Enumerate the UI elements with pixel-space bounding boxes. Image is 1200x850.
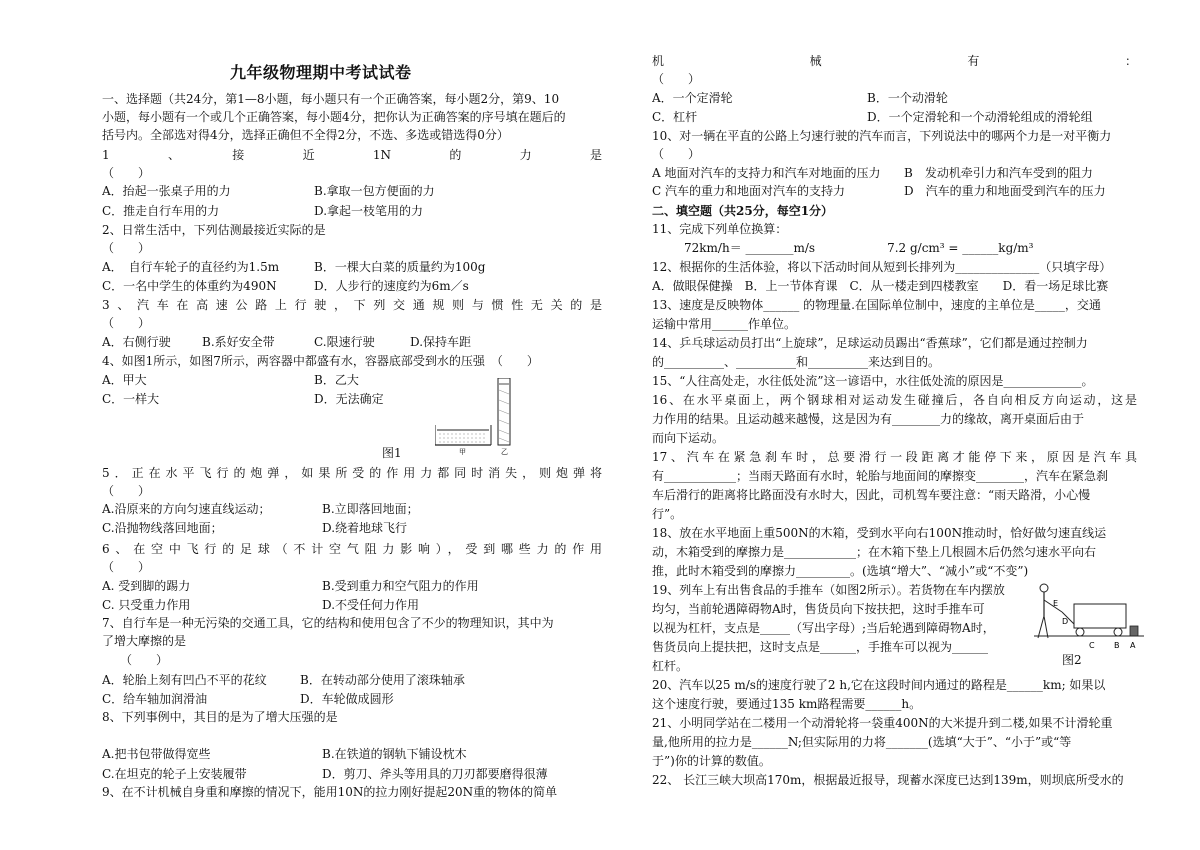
question-2-answer-paren: （ ） — [102, 241, 151, 255]
question-1-stem: 1 、 接 近 1N 的 力 是 — [102, 148, 602, 162]
question-9-options — [652, 108, 1137, 126]
question-7-answer-paren: （ ） — [120, 653, 169, 667]
figure-2-label: D — [1062, 617, 1069, 626]
option-b: B．乙大 — [314, 373, 359, 387]
question-8-options — [102, 745, 602, 763]
figure-1-caption: 图1 — [382, 446, 402, 460]
option-d: D.拿起一枝笔用的力 — [314, 204, 424, 218]
option-b: B.立即落回地面； — [322, 502, 419, 516]
section-fill-heading: 二、填空题（共25分，每空1分） — [652, 204, 834, 218]
question-18-stem: 18、放在水平地面上重500N的木箱，受到水平向右100N推动时，恰好做匀速直线运 — [652, 526, 1107, 540]
option-d: D.绕着地球飞行 — [322, 521, 408, 535]
question-2-options — [102, 277, 602, 295]
option-b: B.受到重力和空气阻力的作用 — [322, 579, 479, 593]
option-c: C. 只受重力作用 — [102, 598, 191, 612]
option-c: C．推走自行车用的力 — [102, 204, 220, 218]
option-a: A．右侧行驶 — [102, 335, 171, 349]
option-b: B．在转动部分使用了滚珠轴承 — [300, 673, 465, 687]
figure-1-containers — [435, 378, 525, 468]
figure-1-label-b: 乙 — [501, 448, 508, 456]
question-10-stem: 10、对一辆在平直的公路上匀速行驶的汽车而言，下列说法中的哪两个力是一对平衡力 — [652, 129, 1112, 143]
question-20-stem: 这个速度行驶，要通过135 km路程需要______h。 — [652, 697, 922, 711]
question-7-options — [102, 671, 602, 689]
option-c: C．给车轴加润滑油 — [102, 692, 208, 706]
question-19-stem: 杠杆。 — [652, 659, 689, 673]
question-5-stem: 5．正在水平飞行的炮弹，如果所受的作用力都同时消失，则炮弹将 — [102, 466, 602, 480]
option-b: B．一棵大白菜的质量约为100g — [314, 260, 486, 274]
question-19-stem: 均匀，当前轮遇障碍物A时，售货员向下按扶把，这时手推车可 — [652, 602, 985, 616]
option-d: D．人步行的速度约为6m／s — [314, 279, 469, 293]
option-d: D.不受任何力作用 — [322, 598, 420, 612]
question-7-options — [102, 690, 602, 708]
question-12-stem: 12、根据你的生活体验，将以下活动时间从短到长排列为______________（只填字母） — [652, 260, 1112, 274]
question-2-stem: 2、日常生活中，下列估测最接近实际的是 — [102, 223, 326, 237]
option-d: D．车轮做成圆形 — [300, 692, 394, 706]
option-d: D．剪刀、斧头等用具的刀刃都要磨得很薄 — [322, 767, 548, 781]
option-a: A.把书包带做得宽些 — [102, 747, 211, 761]
question-4-stem: 4、如图1所示，如图7所示，两容器中都盛有水，容器底部受到水的压强 （ ） — [102, 354, 539, 368]
section-choice-instructions: 小题，每小题有一个或几个正确答案，每小题4分，把你认为正确答案的序号填在题后的 — [102, 110, 566, 124]
question-6-options — [102, 596, 602, 614]
figure-2-label: E — [1053, 599, 1059, 608]
option-c: C．一样大 — [102, 392, 160, 406]
question-18-stem: 动，木箱受到的摩擦力是____________；在木箱下垫上几根圆木后仍然匀速水平向右 — [652, 545, 1097, 559]
question-17-stem: 行”。 — [652, 507, 683, 521]
section-choice-instructions: 括号内。全部选对得4分，选择正确但不全得2分，不选、多选或错选得0分） — [102, 128, 509, 142]
option-a: A. 受到脚的踢力 — [102, 579, 191, 593]
question-4-options — [102, 390, 602, 408]
option-a: A． 自行车轮子的直径约为1.5m — [102, 260, 280, 274]
question-17-stem: 车后滑行的距离将比路面没有水时大，因此，司机驾车要注意：“雨天路滑，小心慢 — [652, 488, 1091, 502]
option-d: D．无法确定 — [314, 392, 384, 406]
question-19-stem: 售货员向上提扶把，这时支点是______，手推车可以视为______ — [652, 640, 989, 654]
question-13-stem: 13、速度是反映物体______ 的物理量.在国际单位制中，速度的主单位是_____，交通 — [652, 298, 1101, 312]
question-21-stem: 于”)你的计算的数值。 — [652, 754, 771, 768]
option-c: C 汽车的重力和地面对汽车的支持力 — [652, 184, 845, 198]
question-9-stem: 机 械 有 ： — [652, 54, 1137, 68]
question-9-options — [652, 89, 1137, 107]
question-1-options — [102, 202, 602, 220]
question-21-stem: 量,他所用的拉力是______N;但实际用的力将_______(选填“大于”、“小于”或“等 — [652, 735, 1072, 749]
figure-2-trolley — [1034, 582, 1144, 652]
question-1-options — [102, 182, 602, 200]
question-20-stem: 20、汽车以25 m/s的速度行驶了2 h,它在这段时间内通过的路程是______km; 如果以 — [652, 678, 1106, 692]
question-10-options — [652, 182, 1137, 200]
question-17-stem: 有____________；当雨天路面有水时，轮胎与地面间的摩擦变________，汽车在紧急刹 — [652, 469, 1109, 483]
question-9-answer-paren: （ ） — [652, 72, 701, 86]
question-18-stem: 推，此时木箱受到的摩擦力_________。(选填“增大”、“减小”或“不变”) — [652, 564, 1029, 578]
figure-2-caption: 图2 — [1062, 653, 1082, 667]
figure-2-label: A — [1130, 641, 1136, 650]
question-6-stem: 6、在空中飞行的足球（不计空气阻力影响），受到哪些力的作用 — [102, 542, 602, 556]
question-11-stem: 11、完成下列单位换算： — [652, 222, 788, 236]
question-14-stem: 的__________、__________和__________来达到目的。 — [652, 355, 941, 369]
option-c: C．一名中学生的体重约为490N — [102, 279, 277, 293]
left-column — [102, 0, 602, 850]
option-b: B.在铁道的钢轨下铺设枕木 — [322, 747, 467, 761]
question-16-stem: 而向下运动。 — [652, 431, 725, 445]
question-19-stem: 以视为杠杆，支点是_____（写出字母）;当后轮遇到障碍物A时， — [652, 621, 995, 635]
option-a: A．一个定滑轮 — [652, 91, 733, 105]
question-19-stem: 19、列车上有出售食品的手推车（如图2所示）。若货物在车内摆放 — [652, 583, 1005, 597]
question-7-stem: 了增大摩擦的是 — [102, 634, 187, 648]
figure-1-label-a: 甲 — [459, 448, 466, 456]
figure-2-label: C — [1089, 641, 1095, 650]
question-9-stem: 9、在不计机械自身重和摩擦的情况下，能用10N的拉力刚好提起20N重的物体的简单 — [102, 785, 558, 799]
option-c: C.在坦克的轮子上安装履带 — [102, 767, 247, 781]
question-3-stem: 3、汽车在高速公路上行驶，下列交通规则与惯性无关的是 — [102, 298, 602, 312]
question-16-stem: 力作用的结果。且运动越来越慢，这是因为有________力的缘故，离开桌面后由于 — [652, 412, 1085, 426]
question-4-options — [102, 371, 602, 389]
question-16-stem: 16、在水平桌面上，两个钢球相对运动发生碰撞后，各自向相反方向运动，这是 — [652, 393, 1137, 407]
option-c: C.沿抛物线落回地面； — [102, 521, 223, 535]
option-d: D.保持车距 — [410, 335, 472, 349]
option-b: B.拿取一包方便面的力 — [314, 184, 435, 198]
question-14-stem: 14、乒乓球运动员打出“上旋球”，足球运动员踢出“香蕉球”，它们都是通过控制力 — [652, 336, 1088, 350]
question-5-options — [102, 500, 602, 518]
option-d: D 汽车的重力和地面受到汽车的压力 — [904, 184, 1106, 198]
question-2-options — [102, 258, 602, 276]
option-c: C.限速行驶 — [314, 335, 375, 349]
question-8-options — [102, 765, 602, 783]
option-b: B.系好安全带 — [202, 335, 275, 349]
option-a: A 地面对汽车的支持力和汽车对地面的压力 — [652, 166, 881, 180]
question-15-stem: 15、“人往高处走，水往低处流”这一谚语中，水往低处流的原因是_____________。 — [652, 374, 1094, 388]
page-title: 九年级物理期中考试试卷 — [230, 63, 412, 82]
question-6-answer-paren: （ ） — [102, 560, 151, 574]
option-b: B 发动机牵引力和汽车受到的阻力 — [904, 166, 1093, 180]
option-d: D．一个定滑轮和一个动滑轮组成的滑轮组 — [867, 110, 1093, 124]
section-choice-heading: 一、选择题（共24分，第1—8小题，每小题只有一个正确答案，每小题2分，第9、10 — [102, 92, 560, 106]
question-21-stem: 21、小明同学站在二楼用一个动滑轮将一袋重400N的大米提升到二楼,如果不计滑轮重 — [652, 716, 1113, 730]
question-5-options — [102, 519, 602, 537]
question-17-stem: 17、汽车在紧急刹车时，总要滑行一段距离才能停下来，原因是汽车具 — [652, 450, 1137, 464]
question-3-options — [102, 333, 602, 351]
question-22-stem: 22、 长江三峡大坝高170m，根据最近报导，现蓄水深度已达到139m，则坝底所受水的 — [652, 773, 1124, 787]
question-7-stem: 7、自行车是一种无污染的交通工具，它的结构和使用包含了不少的物理知识，其中为 — [102, 616, 554, 630]
question-13-stem: 运输中常用______作单位。 — [652, 317, 797, 331]
right-column — [652, 0, 1137, 850]
question-12-options: A．做眼保健操 B．上一节体育课 C．从一楼走到四楼教室 D．看一场足球比赛 — [652, 279, 1109, 293]
question-5-answer-paren: （ ） — [102, 484, 151, 498]
question-11-conversions: 72km/h＝ ________m/s 7.2 g/cm³ = ______kg/m³ — [684, 241, 1034, 255]
question-10-answer-paren: （ ） — [652, 147, 701, 161]
question-8-stem: 8、下列事例中，其目的是为了增大压强的是 — [102, 710, 338, 724]
option-a: A．甲大 — [102, 373, 147, 387]
option-a: A.沿原来的方向匀速直线运动； — [102, 502, 271, 516]
option-a: A．抬起一张桌子用的力 — [102, 184, 231, 198]
option-c: C．杠杆 — [652, 110, 698, 124]
question-3-answer-paren: （ ） — [102, 316, 151, 330]
figure-2-label: B — [1114, 641, 1120, 650]
option-b: B．一个动滑轮 — [867, 91, 948, 105]
question-10-options — [652, 164, 1137, 182]
question-1-answer-paren: （ ） — [102, 166, 151, 180]
option-a: A．轮胎上刻有凹凸不平的花纹 — [102, 673, 267, 687]
question-6-options — [102, 577, 602, 595]
